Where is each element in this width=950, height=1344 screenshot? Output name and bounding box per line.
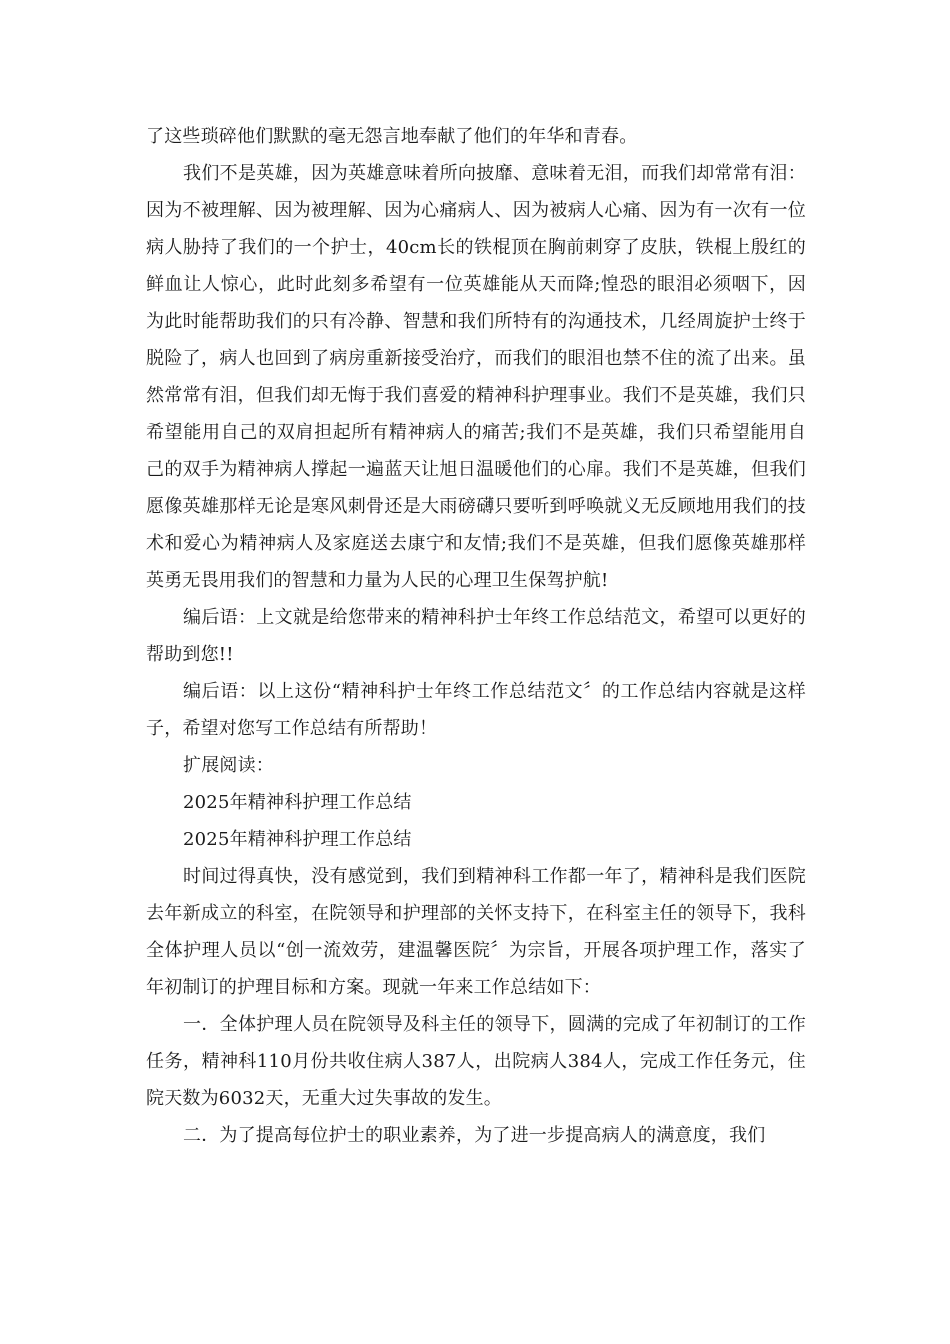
- paragraph-6: 2025年精神科护理工作总结: [183, 792, 412, 813]
- paragraph-8: 时间过得真快，没有感觉到，我们到精神科工作都一年了，精神科是我们医院去年新成立的科室，在院领导和护理部的关怀支持下，在科室主任的领导下，我科全体护理人员以“创一流效劳，建温馨医院〞为宗旨，开展各项护理工作，落实了年初制订的护理目标和方案。现就一年来工作总结如下：: [146, 866, 806, 998]
- paragraph-2: 我们不是英雄，因为英雄意味着所向披靡、意味着无泪，而我们却常常有泪：因为不被理解、因为被理解、因为心痛病人、因为被病人心痛、因为有一次有一位病人胁持了我们的一个护士，40cm长的铁棍顶在胸前刺穿了皮肤，铁棍上殷红的鲜血让人惊心，此时此刻多希望有一位英雄能从天而降;惶恐的眼泪必须咽下，因为此时能帮助我们的只有冷静、智慧和我们所特有的沟通技术，几经周旋护士终于脱险了，病人也回到了病房重新接受治疗，而我们的眼泪也禁不住的流了出来。虽然常常有泪，但我们却无悔于我们喜爱的精神科护理事业。我们不是英雄，我们只希望能用自己的双肩担起所有精神病人的痛苦;我们不是英雄，我们只希望能用自己的双手为精神病人撑起一遍蓝天让旭日温暖他们的心扉。我们不是英雄，但我们愿像英雄那样无论是寒风刺骨还是大雨磅礴只要听到呼唤就义无反顾地用我们的技术和爱心为精神病人及家庭送去康宁和友情;我们不是英雄，但我们愿像英雄那样英勇无畏用我们的智慧和力量为人民的心理卫生保驾护航!: [146, 163, 806, 591]
- paragraph-9: 一．全体护理人员在院领导及科主任的领导下，圆满的完成了年初制订的工作任务，精神科110月份共收住病人387人，出院病人384人，完成工作任务元，住院天数为6032天，无重大过失事故的发生。: [146, 1014, 806, 1109]
- paragraph-1: 了这些琐碎他们默默的毫无怨言地奉献了他们的年华和青春。: [146, 126, 638, 147]
- paragraph-7: 2025年精神科护理工作总结: [183, 829, 412, 850]
- paragraph-4: 编后语：以上这份“精神科护士年终工作总结范文〞的工作总结内容就是这样子，希望对您写工作总结有所帮助！: [146, 681, 806, 739]
- document-body: [146, 118, 806, 1154]
- paragraph-10: 二．为了提高每位护士的职业素养，为了进一步提高病人的满意度，我们: [183, 1125, 766, 1146]
- paragraph-3: 编后语：上文就是给您带来的精神科护士年终工作总结范文，希望可以更好的帮助到您!!: [146, 607, 806, 665]
- paragraph-5: 扩展阅读：: [183, 755, 274, 776]
